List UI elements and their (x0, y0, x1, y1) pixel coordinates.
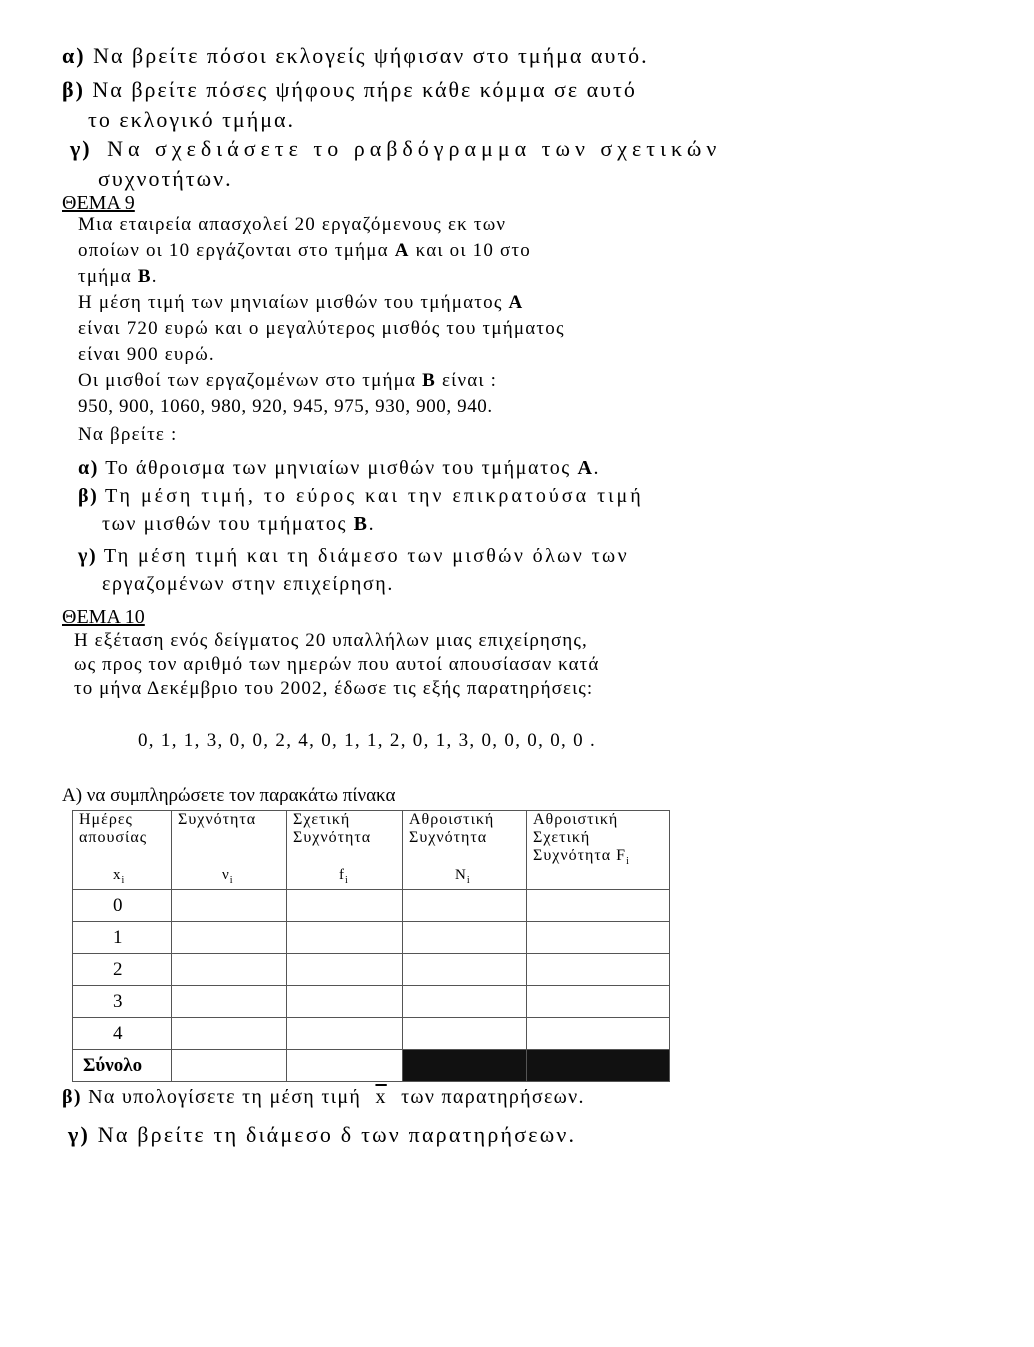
header-days-l1: Ημέρες (79, 811, 133, 828)
cell-cumulative-relative[interactable] (527, 1018, 670, 1050)
theme10-question-c (68, 1122, 576, 1148)
theme10-observations: 0, 1, 1, 3, 0, 0, 2, 4, 0, 1, 1, 2, 0, 1, 3, 0, 0, 0, 0, 0 . (138, 730, 596, 751)
prev-b-label: β) (62, 77, 85, 102)
theme9-p2-l1a: Η μέση τιμή των μηνιαίων μισθών του τμήματος (78, 292, 503, 313)
row-value: 4 (73, 1018, 172, 1050)
header-frequency-l1: Συχνότητα (178, 811, 257, 828)
cell-frequency[interactable] (172, 1018, 287, 1050)
theme9-p3-l1c: είναι : (441, 370, 498, 391)
x-bar-symbol: $\overline{x}$ (375, 1086, 387, 1108)
row-value: 3 (73, 986, 172, 1018)
sym-N: N (455, 867, 467, 883)
theme9-p1-l2a: οποίων οι 10 εργάζονται στο τμήμα (78, 240, 389, 261)
table-row (73, 922, 670, 954)
theme9-p3-l1b: Β (422, 370, 436, 391)
theme9-b-line2 (102, 513, 375, 536)
frequency-table (72, 810, 670, 1082)
theme10-heading: ΘΕΜΑ 10 (62, 606, 145, 628)
sub-N: i (466, 875, 471, 886)
cell-cumulative[interactable] (403, 954, 527, 986)
cell-relative[interactable] (287, 986, 403, 1018)
prev-c-label: γ) (70, 136, 92, 161)
cell-cumulative[interactable] (403, 922, 527, 954)
header-relative (287, 811, 403, 890)
theme10-b-text1: Να υπολογίσετε τη μέση τιμή (88, 1086, 362, 1108)
table-row (73, 890, 670, 922)
header-cum-rel-l3-text: Συχνότητα F (533, 847, 627, 864)
shaded-cell (403, 1050, 527, 1082)
header-days (73, 811, 172, 890)
theme9-question-c (78, 545, 629, 568)
sym-nu: ν (222, 867, 230, 883)
theme10-line1: Η εξέταση ενός δείγματος 20 υπαλλήλων μιας επιχείρησης, (74, 630, 588, 651)
theme10-c-label: γ) (68, 1122, 91, 1147)
theme9-p3-l1a: Οι μισθοί των εργαζομένων στο τμήμα (78, 370, 417, 391)
prev-question-c (70, 136, 740, 162)
theme9-p4: Να βρείτε : (78, 424, 178, 445)
cell-cumulative-relative[interactable] (527, 890, 670, 922)
theme10-question-b (62, 1086, 585, 1109)
theme9-p2-line3: είναι 900 ευρώ. (78, 344, 215, 365)
prev-c-text-1: Να σχεδιάσετε το ραβδόγραμμα των σχετικών (107, 136, 722, 161)
theme9-b-text2c: . (368, 513, 376, 535)
prev-a-label: α) (62, 43, 86, 68)
cell-relative[interactable] (287, 890, 403, 922)
cell-cumulative[interactable] (403, 1018, 527, 1050)
header-frequency (172, 811, 287, 890)
theme9-c-label: γ) (78, 545, 98, 567)
theme9-p1-l3a: τμήμα (78, 266, 132, 287)
table-row (73, 986, 670, 1018)
header-cumulative (403, 811, 527, 890)
cell-relative[interactable] (287, 1018, 403, 1050)
sub-f: i (345, 875, 349, 886)
theme10-b-label: β) (62, 1086, 82, 1108)
theme9-c-text2: εργαζομένων στην επιχείρηση. (102, 573, 394, 595)
total-label: Σύνολο (73, 1050, 172, 1082)
header-days-symbol (113, 867, 125, 886)
theme9-p2-l1b: Α (508, 292, 524, 313)
row-value: 1 (73, 922, 172, 954)
cell-cumulative[interactable] (403, 890, 527, 922)
theme9-a-label: α) (78, 457, 100, 479)
cell-frequency[interactable] (172, 922, 287, 954)
theme9-p3-line1 (78, 370, 497, 392)
cell-total-frequency[interactable] (172, 1050, 287, 1082)
cell-total-relative[interactable] (287, 1050, 403, 1082)
theme9-heading: ΘΕΜΑ 9 (62, 192, 135, 214)
theme9-p1-line3 (78, 266, 158, 288)
cell-relative[interactable] (287, 954, 403, 986)
cell-frequency[interactable] (172, 954, 287, 986)
sub-nu: i (229, 875, 234, 886)
theme9-a-text3: . (593, 457, 601, 479)
theme9-p2-line1 (78, 292, 523, 314)
theme9-p1-l2b: Α (394, 240, 410, 261)
cell-frequency[interactable] (172, 986, 287, 1018)
cell-relative[interactable] (287, 922, 403, 954)
theme9-b-text2a: των μισθών του τμήματος (102, 513, 348, 535)
cell-cumulative-relative[interactable] (527, 922, 670, 954)
theme9-p1-l3c: . (151, 266, 158, 287)
header-relative-l1: Σχετική (293, 811, 351, 828)
cell-cumulative[interactable] (403, 986, 527, 1018)
header-cumulative-symbol (455, 867, 471, 886)
header-cum-rel-l1: Αθροιστική (533, 811, 619, 828)
theme9-p1-l3b: Β (137, 266, 152, 287)
theme9-a-text1: Το άθροισμα των μηνιαίων μισθών του τμήματος (105, 457, 571, 479)
row-value: 0 (73, 890, 172, 922)
row-value: 2 (73, 954, 172, 986)
header-cumulative-l2: Συχνότητα (409, 829, 488, 846)
shaded-cell (527, 1050, 670, 1082)
prev-b-text-1: Να βρείτε πόσες ψήφους πήρε κάθε κόμμα σε αυτό (92, 77, 637, 102)
theme9-b-text1: Τη μέση τιμή, το εύρος και την επικρατούσα τιμή (105, 485, 644, 507)
theme10-line2: ως προς τον αριθμό των ημερών που αυτοί απουσίασαν κατά (74, 654, 600, 675)
theme9-p1-line2 (78, 240, 531, 262)
header-cumulative-relative (527, 811, 670, 890)
sub-F: i (626, 856, 630, 868)
table-total-row (73, 1050, 670, 1082)
theme9-b-text2b: Β (353, 513, 369, 535)
prev-a-text: Να βρείτε πόσοι εκλογείς ψήφισαν στο τμήμα αυτό. (93, 43, 649, 68)
prev-b-text-2: το εκλογικό τμήμα. (88, 107, 296, 132)
header-relative-symbol (339, 867, 349, 886)
theme9-a-text2: Α (577, 457, 594, 479)
theme9-p1-l2c: και οι 10 στο (415, 240, 531, 261)
table-row (73, 1018, 670, 1050)
theme9-b-label: β) (78, 485, 99, 507)
sym-x: x (113, 867, 122, 883)
theme10-b-text2: των παρατηρήσεων. (401, 1086, 585, 1108)
prev-question-b (62, 77, 637, 103)
header-days-l2: απουσίας (79, 829, 148, 846)
theme10-task-a: Α) να συμπληρώσετε τον παρακάτω πίνακα (62, 785, 396, 806)
cell-cumulative-relative[interactable] (527, 954, 670, 986)
header-frequency-symbol (222, 867, 234, 886)
cell-cumulative-relative[interactable] (527, 986, 670, 1018)
theme9-question-a (78, 457, 600, 480)
table-row (73, 954, 670, 986)
theme10-c-text: Να βρείτε τη διάμεσο δ των παρατηρήσεων. (97, 1122, 577, 1147)
header-cumulative-l1: Αθροιστική (409, 811, 495, 828)
theme9-question-b (78, 485, 644, 508)
sym-f: f (339, 867, 345, 883)
header-relative-l2: Συχνότητα (293, 829, 372, 846)
theme9-p2-line2: είναι 720 ευρώ και ο μεγαλύτερος μισθός του τμήματος (78, 318, 565, 339)
table-header-row (73, 811, 670, 890)
header-cum-rel-l3 (533, 847, 663, 867)
sub-x: i (121, 875, 126, 886)
cell-frequency[interactable] (172, 890, 287, 922)
header-cum-rel-l2: Σχετική (533, 829, 591, 846)
theme10-line3: το μήνα Δεκέμβριο του 2002, έδωσε τις εξής παρατηρήσεις: (74, 678, 594, 699)
prev-c-text-2: συχνοτήτων. (98, 166, 233, 191)
prev-question-a (62, 43, 649, 69)
theme9-salaries: 950, 900, 1060, 980, 920, 945, 975, 930, 900, 940. (78, 396, 493, 417)
theme9-p1-line1: Μια εταιρεία απασχολεί 20 εργαζόμενους εκ των (78, 214, 507, 235)
theme9-c-text1: Τη μέση τιμή και τη διάμεσο των μισθών όλων των (103, 545, 630, 567)
